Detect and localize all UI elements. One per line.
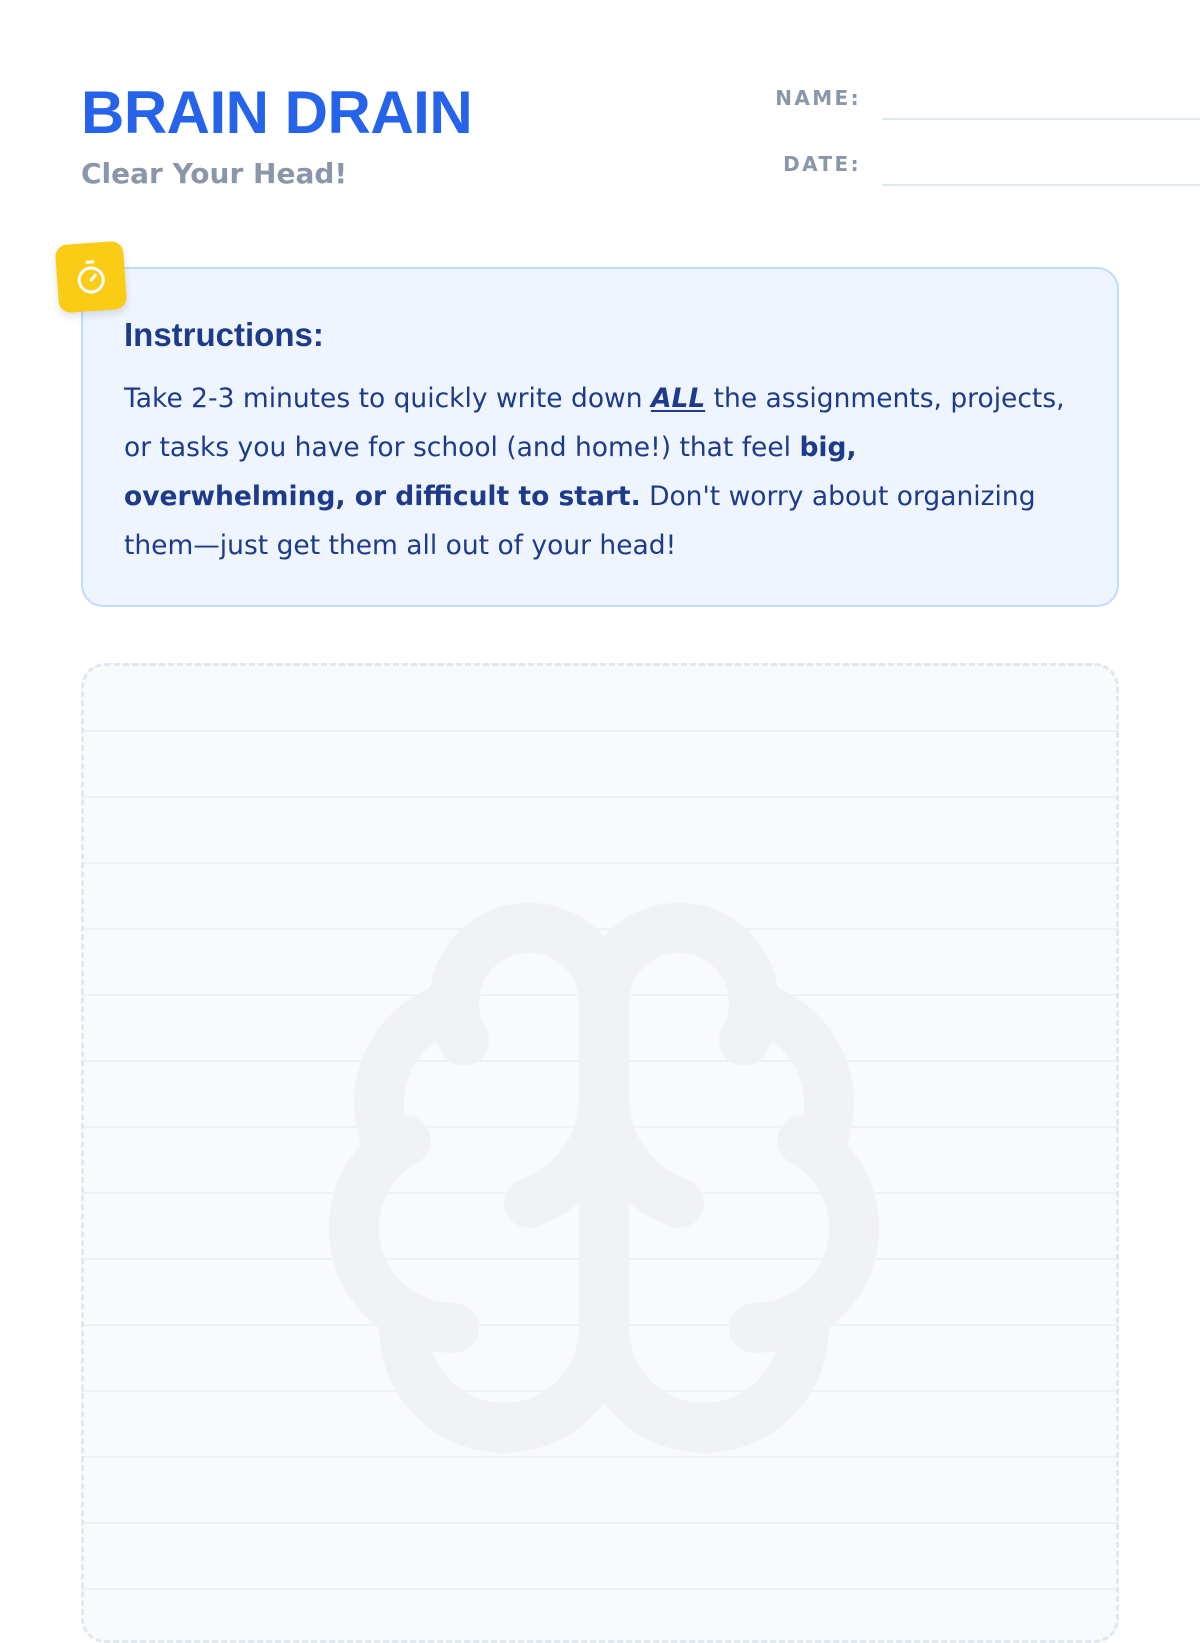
name-label: NAME: [775, 86, 861, 110]
stopwatch-badge [55, 241, 128, 314]
writing-area[interactable] [81, 663, 1119, 1643]
stopwatch-icon [72, 258, 110, 296]
instructions-emphasis-all: ALL [651, 383, 705, 414]
instructions-text-part: the assignments, projects, or tasks you have for school (and home!) that feel [124, 383, 1065, 463]
date-label: DATE: [783, 152, 861, 176]
name-line[interactable] [882, 118, 1200, 120]
worksheet-header [81, 78, 1121, 208]
instructions-text-part: Don't worry about organizing them—just get them all out of your head! [124, 481, 1036, 561]
date-field[interactable] [681, 144, 1200, 188]
instructions-text [124, 374, 1074, 570]
instructions-title: Instructions: [124, 315, 324, 355]
brain-icon [304, 878, 904, 1478]
name-field[interactable] [681, 78, 1200, 122]
page-title: BRAIN DRAIN [81, 78, 472, 148]
instructions-bold-phrase: big, overwhelming, or difficult to start. [124, 432, 857, 512]
instructions-box [81, 267, 1119, 607]
instructions-text-part: Take 2-3 minutes to quickly write down [124, 383, 651, 414]
date-line[interactable] [882, 184, 1200, 186]
page-subtitle: Clear Your Head! [81, 154, 347, 194]
